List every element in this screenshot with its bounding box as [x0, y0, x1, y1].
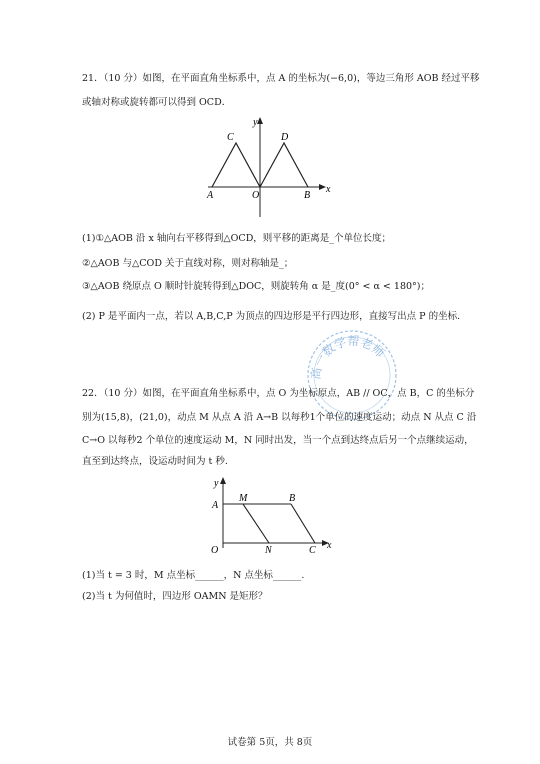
- q21-label-O: O: [252, 190, 260, 201]
- q21-part1: (1)①△AOB 沿 x 轴向右平移得到△OCD，则平移的距离是_个单位长度；: [82, 233, 392, 244]
- q21-label-A: A: [207, 190, 214, 201]
- q22-stem-line1: 22．（10 分）如图，在平面直角坐标系中，点 O 为坐标原点，AB // OC，点 B，C 的坐标分: [82, 388, 475, 399]
- q22-label-O: O: [211, 545, 219, 556]
- q21-label-x: x: [326, 184, 331, 195]
- q22-part2: (2)当 t 为何值时，四边形 OAMN 是矩形？: [82, 591, 268, 602]
- q21-label-C: C: [227, 132, 234, 143]
- q22-stem-line4: 直至到达终点，设运动时间为 t 秒.: [82, 456, 228, 467]
- q21-part3: ③△AOB 绕原点 O 顺时针旋转得到△DOC，则旋转角 α 是_度(0° < α < 180°)；: [82, 281, 430, 292]
- q21-label-D: D: [281, 132, 289, 143]
- q21-figure: [200, 115, 350, 225]
- q22-label-N: N: [265, 545, 272, 556]
- q21-part4: (2) P 是平面内一点，若以 A,B,C,P 为顶点的四边形是平行四边形，直接写出点 P 的坐标.: [82, 311, 461, 322]
- q22-label-x: x: [327, 540, 332, 551]
- q22-part1: (1)当 t = 3 时，M 点坐标______，N 点坐标______.: [82, 570, 305, 581]
- q22-stem-line2: 别为(15,8)，(21,0)，动点 M 从点 A 沿 A→B 以每秒1个单位的速度运动；动点 N 从点 C 沿: [82, 412, 477, 423]
- q22-label-C: C: [309, 545, 316, 556]
- stamp-text: 高一数学帮老师: [308, 334, 388, 381]
- q22-label-A: A: [212, 500, 219, 511]
- watermark-stamp: [302, 325, 402, 425]
- page-footer: 试卷第 5页，共 8页: [227, 737, 313, 748]
- q22-label-y: y: [214, 478, 219, 489]
- q21-stem-line1: 21．（10 分）如图，在平面直角坐标系中，点 A 的坐标为(−6,0)，等边三角形 AOB 经过平移: [82, 73, 480, 84]
- q22-label-B: B: [289, 493, 296, 504]
- q22-stem-line3: C→O 以每秒2 个单位的速度运动 M，N 同时出发，当一个点到达终点后另一个点继续运动，: [82, 435, 474, 446]
- q21-part2: ②△AOB 与△COD 关于直线对称，则对称轴是_；: [82, 258, 294, 269]
- q21-label-y: y: [253, 117, 258, 128]
- q21-label-B: B: [304, 190, 311, 201]
- q22-figure: [203, 476, 343, 566]
- svg-text:高一数学帮老师: [308, 333, 388, 380]
- q21-stem-line2: 或轴对称或旋转都可以得到 OCD．: [82, 97, 232, 108]
- q22-label-M: M: [239, 493, 248, 504]
